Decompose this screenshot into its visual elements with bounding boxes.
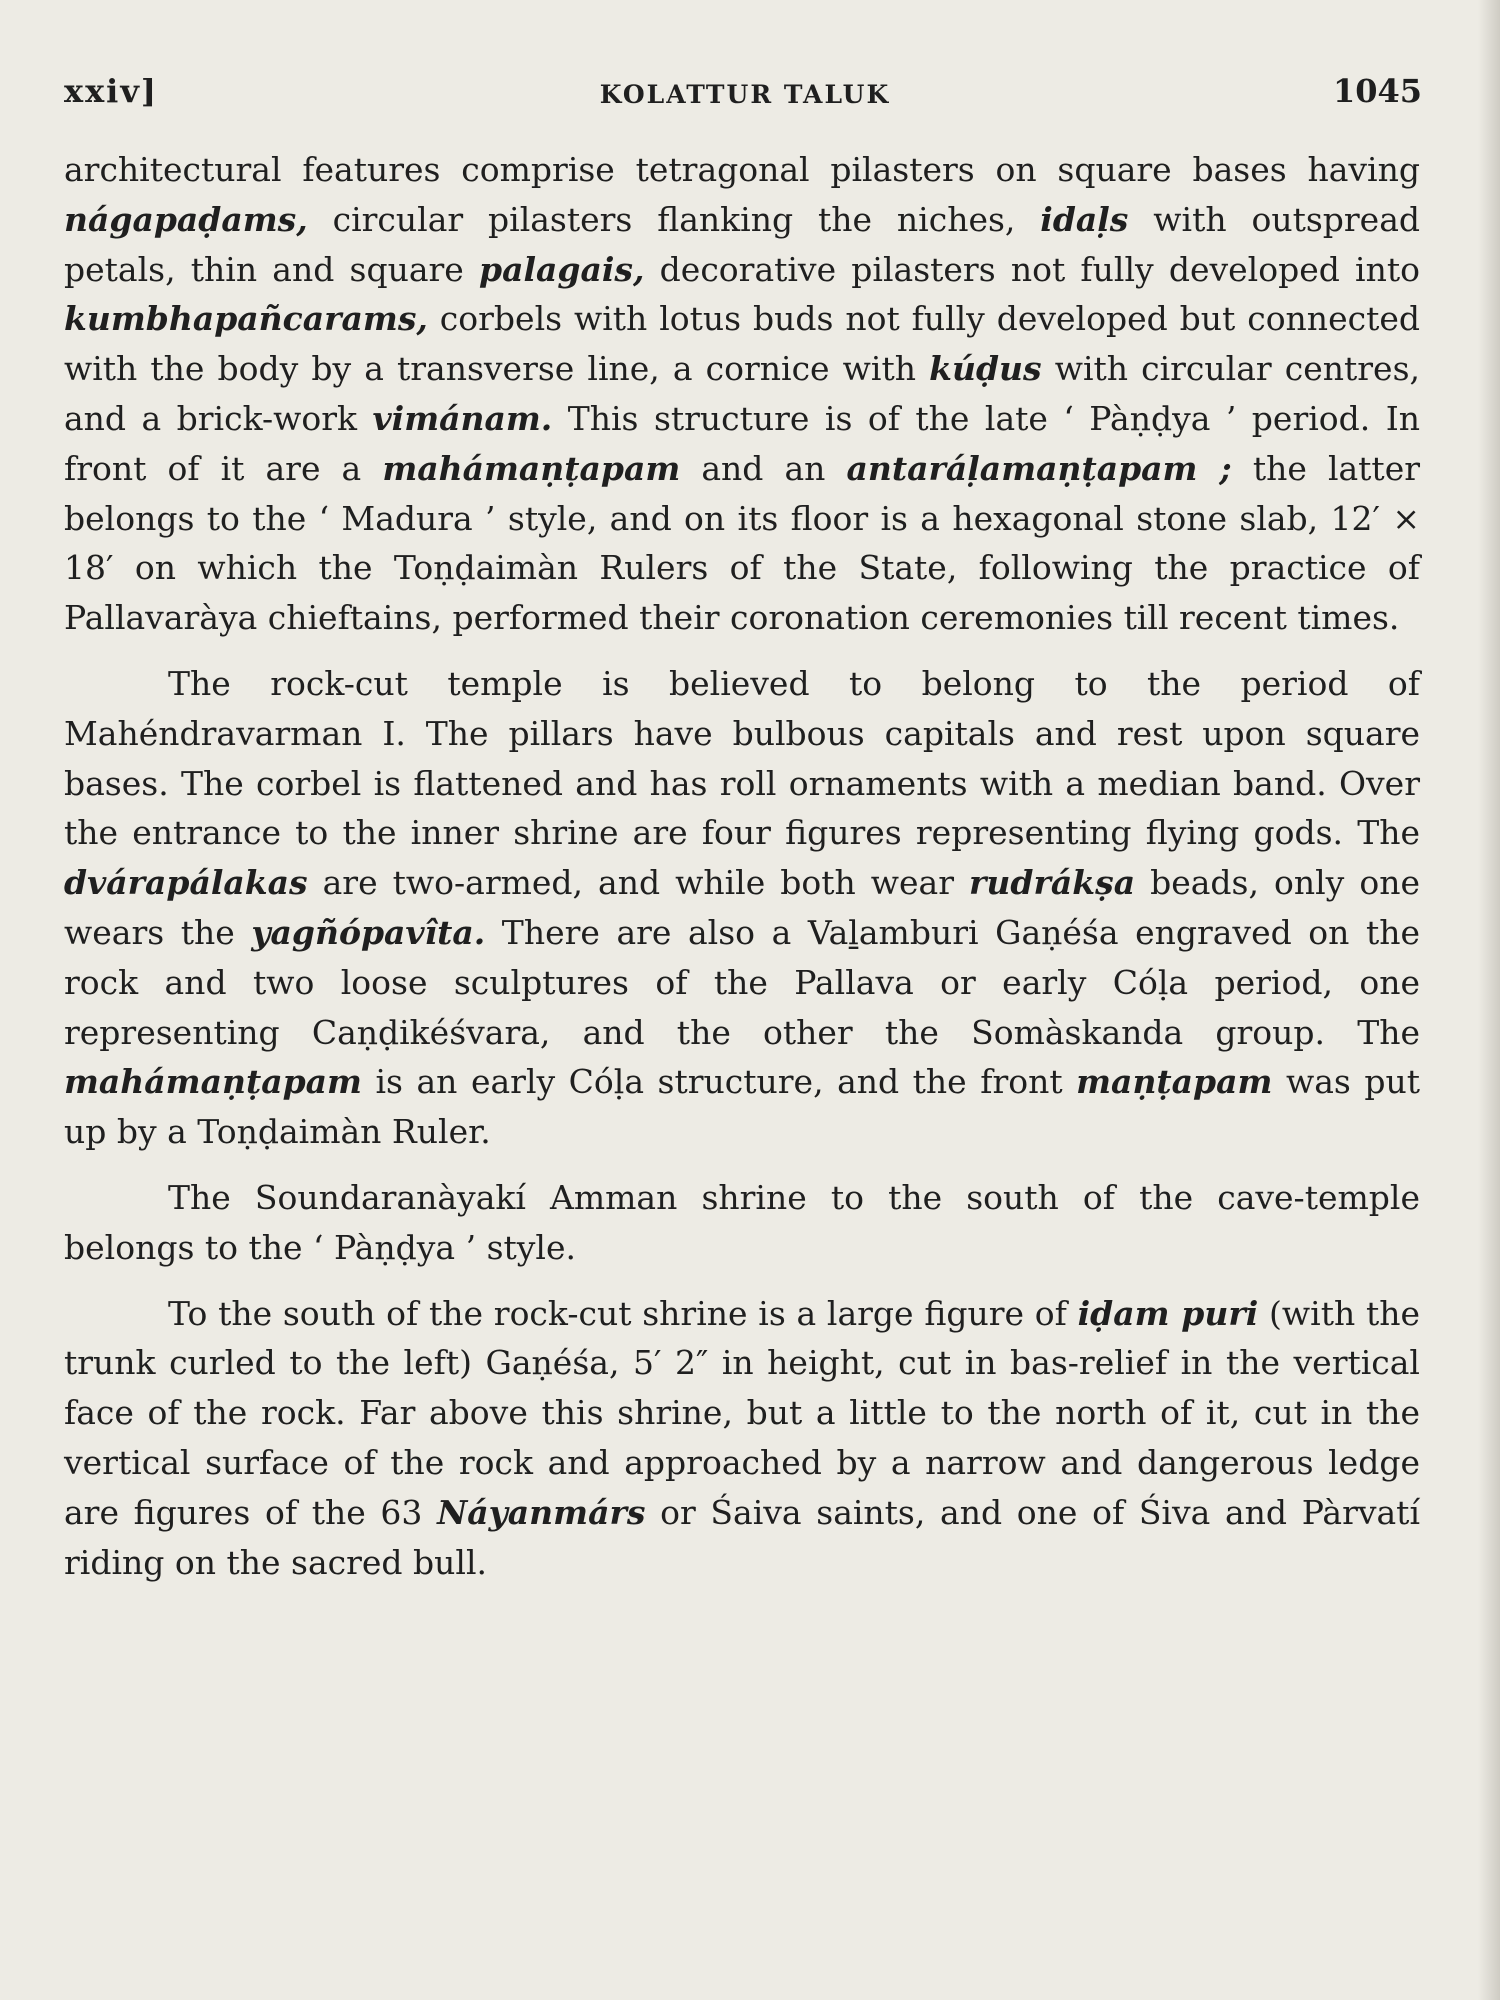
italic-term: dvárapálakas <box>64 863 308 903</box>
text-run: architectural features comprise tetragonal pilasters on square bases having <box>64 150 1420 189</box>
text-run: There are also a Vaḻamburi Gaṇéśa engraved on the rock and two loose sculptures of the Pallava or early Cóḷa period, one representing Caṇḍikéśvara, and the other the Somàskanda group. The <box>64 912 1421 1052</box>
paragraph <box>64 1289 1420 1588</box>
italic-term: maṇṭapam <box>1076 1062 1273 1102</box>
italic-term: iḍam puri <box>1077 1293 1259 1333</box>
paragraph <box>64 145 1420 643</box>
text-run: decorative pilasters not fully developed into <box>644 249 1420 289</box>
italic-term: idaḷs <box>1040 199 1129 239</box>
italic-term: vimánam. <box>372 398 553 438</box>
text-run: with outspread petals, thin and square <box>64 199 1420 289</box>
italic-term: kumbhapañcarams, <box>64 299 428 339</box>
text-run: and an <box>680 448 847 488</box>
body-text <box>64 145 1420 1587</box>
running-title: KOLATTUR TALUK <box>599 80 891 109</box>
section-number: xxiv] <box>64 72 159 110</box>
page-number: 1045 <box>1332 72 1422 110</box>
text-run: (with the trunk curled to the left) Gaṇéśa, 5′ 2″ in height, cut in bas-relief in the vertical face of the rock. Far above this shrine, but a little to the north of it, cut in the vertical surface of the rock and approached by a narrow and dangerous ledge are figures of the 63 <box>64 1293 1420 1532</box>
italic-term: antaráḷamaṇṭapam ; <box>846 448 1232 488</box>
text-run: was put up by a Toṇḍaimàn Ruler. <box>64 1062 1420 1152</box>
italic-term: yagñópavîta. <box>251 912 486 952</box>
text-run: To the south of the rock-cut shrine is a large figure of <box>168 1293 1078 1333</box>
page-edge-shadow <box>1478 0 1500 2000</box>
running-header <box>64 72 1426 122</box>
text-run: with circular centres, and a brick-work <box>64 349 1420 438</box>
paragraph <box>64 659 1420 1157</box>
italic-term: rudrákṣa <box>969 863 1136 903</box>
text-run: are two-armed, and while both wear <box>307 863 970 903</box>
text-run: circular pilasters flanking the niches, <box>307 199 1041 239</box>
italic-term: nágapaḍams, <box>64 199 308 239</box>
text-run: The Soundaranàyakí Amman shrine to the south of the cave-temple belongs to the ‘ Pàṇḍya ’ style. <box>64 1177 1420 1267</box>
italic-term: Náyanmárs <box>437 1492 646 1532</box>
text-run: or Śaiva saints, and one of Śiva and Pàrvatí riding on the sacred bull. <box>64 1492 1420 1582</box>
text-run: the latter belongs to the ‘ Madura ’ style, and on its floor is a hexagonal stone slab, 12′ × 18′ on which the Toṇḍaimàn Rulers of the State, following the practice of Pallavaràya chieftains, performed their coronation ceremonies till recent times. <box>64 448 1421 638</box>
text-run: beads, only one wears the <box>64 863 1420 952</box>
paragraph <box>64 1173 1420 1273</box>
italic-term: mahámaṇṭapam <box>382 448 681 488</box>
text-run: is an early Cóḷa structure, and the front <box>361 1062 1077 1102</box>
text-run: This structure is of the late ‘ Pàṇḍya ’ period. In front of it are a <box>64 398 1421 488</box>
text-run: The rock-cut temple is believed to belong to the period of Mahéndravarman I. The pillars have bulbous capitals and rest upon square bases. The corbel is flattened and has roll ornaments with a median band. Over the entrance to the inner shrine are four figures representing flying gods. The <box>64 663 1420 853</box>
italic-term: palagais, <box>479 249 645 289</box>
italic-term: mahámaṇṭapam <box>64 1062 362 1102</box>
text-run: corbels with lotus buds not fully developed but connected with the body by a transverse line, a cornice with <box>64 299 1420 389</box>
italic-term: kúḍus <box>929 349 1042 389</box>
